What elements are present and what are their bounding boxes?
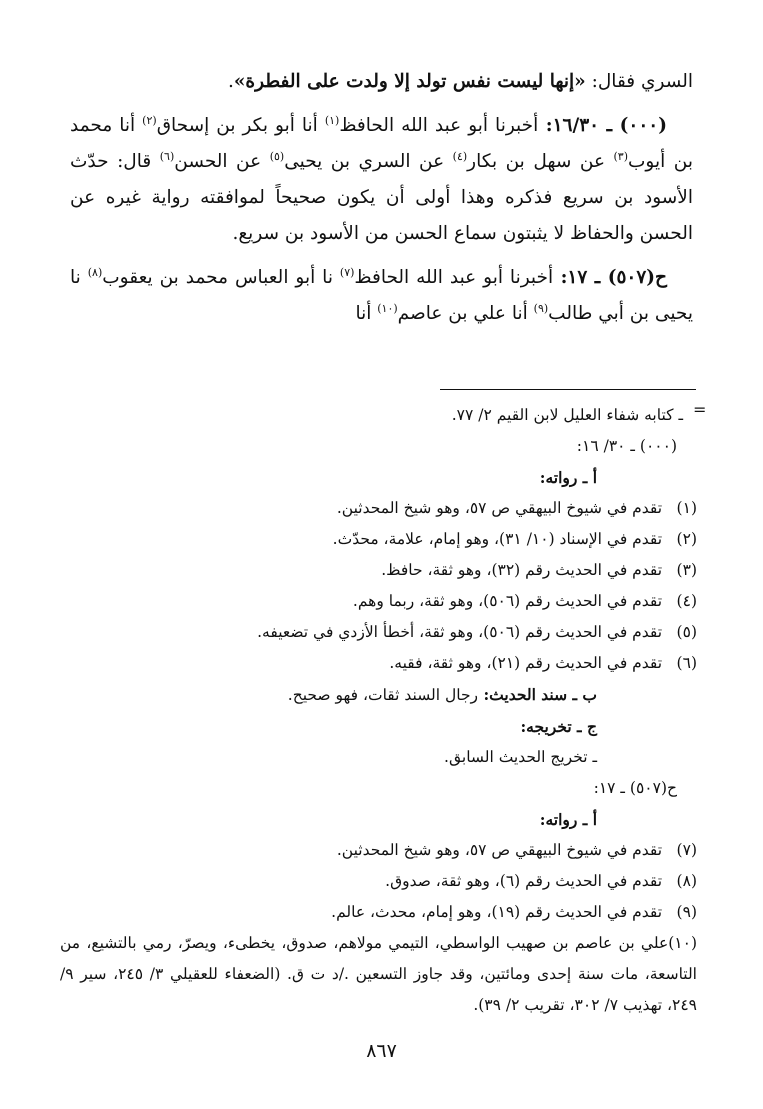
- footnote-number-9: (٩): [676, 903, 697, 921]
- footnote-item-6: [60, 648, 697, 679]
- footnote-mark-3: (٣): [613, 149, 629, 163]
- footnote-mark-9: (٩): [533, 301, 549, 315]
- footnote-item-10: [60, 928, 697, 1021]
- footnote-item-8: [60, 866, 697, 897]
- narrator-text-6: عن الحسن: [174, 151, 270, 172]
- footnote-hadith-17-ref: ح(٥٠٧) ـ ١٧:: [593, 779, 677, 797]
- footnote-mark-5: (٥): [269, 149, 285, 163]
- footnote-isnad-heading: ب ـ سند الحديث:: [478, 685, 597, 704]
- footnote-text-10: علي بن عاصم بن صهيب الواسطي، التيمي مولاهم، صدوق، يخطىء، ويصرّ، رمي بالتشيع، من التاسعة، مات سنة إحدى ومائتين، وقد جاوز التسعين ./د ت ق. (الضعفاء للعقيلي ٣/ ٢٤٥، سير ٩/ ٢٤٩، تهذيب ٧/ ٣٠٢، تقريب ٢/ ٣٩).: [60, 934, 697, 1014]
- hadith-17-ref: ح(٥٠٧) ـ ١٧:: [553, 267, 667, 288]
- narrator-text-9: نا يحيى بن أبي طالب: [70, 267, 693, 324]
- footnote-text-9: تقدم في الحديث رقم (١٩)، وهو إمام، محدث، عالم.: [331, 903, 663, 921]
- narrator-text-11: أنا: [355, 303, 378, 324]
- narrator-text-8: نا أبو العباس محمد بن يعقوب: [102, 267, 340, 288]
- footnote-text-4: تقدم في الحديث رقم (٥٠٦)، وهو ثقة، ربما وهم.: [352, 592, 663, 610]
- footnote-number-2: (٢): [676, 530, 697, 548]
- footnote-mark-10: (١٠): [377, 301, 398, 315]
- page-number: ٨٦٧: [366, 1040, 397, 1062]
- narrator-text-7: أخبرنا أبو عبد الله الحافظ: [354, 267, 554, 288]
- footnote-divider: [440, 389, 696, 390]
- footnote-takhrij-heading: ج ـ تخريجه:: [520, 717, 597, 736]
- footnote-number-4: (٤): [676, 592, 697, 610]
- main-line-1-intro: السري فقال:: [585, 71, 693, 92]
- narrator-text-3: أنا محمد بن أيوب: [70, 115, 694, 172]
- continuation-mark: =: [693, 400, 707, 419]
- footnote-mark-2: (٢): [142, 113, 157, 127]
- footnote-text-8: تقدم في الحديث رقم (٦)، وهو ثقة، صدوق.: [385, 872, 663, 890]
- footnote-hadith-16-ref: (٠٠٠) ـ ٣٠/ ١٦:: [576, 437, 677, 455]
- hadith-quote: «إنها ليست نفس تولد إلا ولدت على الفطرة»: [233, 71, 586, 92]
- footnote-takhrij-text: ـ تخريج الحديث السابق.: [444, 748, 597, 766]
- footnote-text-1: تقدم في شيوخ البيهقي ص ٥٧، وهو شيخ المحدثين.: [336, 499, 663, 517]
- footnote-text-7: تقدم في شيوخ البيهقي ص ٥٧، وهو شيخ المحدثين.: [336, 841, 663, 859]
- footnote-narrators-heading-2: أ ـ رواته:: [539, 810, 597, 829]
- narrator-text-2: أنا أبو بكر بن إسحاق: [156, 115, 325, 136]
- footnote-item-2: [60, 524, 697, 555]
- footnotes: [60, 400, 697, 1021]
- narrator-text-1: أخبرنا أبو عبد الله الحافظ: [339, 115, 539, 136]
- footnote-source: ـ كتابه شفاء العليل لابن القيم ٢/ ٧٧.: [451, 406, 683, 424]
- hadith-17-paragraph: [70, 260, 693, 332]
- footnote-text-3: تقدم في الحديث رقم (٣٢)، وهو ثقة، حافظ.: [381, 561, 663, 579]
- footnote-number-10: (١٠): [668, 934, 697, 952]
- footnote-mark-7: (٧): [339, 265, 355, 279]
- footnote-number-3: (٣): [676, 561, 697, 579]
- main-line-1-end: .: [227, 71, 234, 92]
- footnote-mark-4: (٤): [452, 149, 468, 163]
- footnote-isnad-text: رجال السند ثقات، فهو صحيح.: [287, 686, 479, 704]
- footnote-mark-1: (١): [324, 113, 340, 127]
- footnote-number-8: (٨): [676, 872, 697, 890]
- footnote-item-1: [60, 493, 697, 524]
- hadith-16-paragraph: [70, 108, 693, 252]
- narrator-text-4: عن سهل بن بكار: [467, 151, 614, 172]
- footnote-item-9: [60, 897, 697, 928]
- footnote-number-1: (١): [676, 499, 697, 517]
- footnote-mark-8: (٨): [87, 265, 103, 279]
- footnote-isnad: [60, 679, 697, 711]
- footnote-item-4: [60, 586, 697, 617]
- hadith-16-commentary: قال: حدّث الأسود بن سريع فذكره وهذا أولى أن يكون صحيحاً لموافقته رواية غيره عن الحسن والحفاظ لا يثبتون سماع الحسن من الأسود بن سريع.: [70, 151, 693, 244]
- footnote-number-5: (٥): [676, 623, 697, 641]
- footnote-text-5: تقدم في الحديث رقم (٥٠٦)، وهو ثقة، أخطأ الأزدي في تضعيفه.: [257, 623, 663, 641]
- main-line-1: [70, 64, 693, 100]
- footnote-item-5: [60, 617, 697, 648]
- hadith-16-ref: (٠٠٠) ـ ١٦/٣٠:: [538, 115, 667, 136]
- footnote-item-3: [60, 555, 697, 586]
- footnote-text-6: تقدم في الحديث رقم (٢١)، وهو ثقة، فقيه.: [389, 654, 663, 672]
- footnote-item-7: [60, 835, 697, 866]
- footnote-number-6: (٦): [676, 654, 697, 672]
- narrator-text-10: أنا علي بن عاصم: [397, 303, 534, 324]
- footnote-mark-6: (٦): [159, 149, 175, 163]
- footnote-narrators-heading: أ ـ رواته:: [539, 468, 597, 487]
- footnote-number-7: (٧): [676, 841, 697, 859]
- narrator-text-5: عن السري بن يحيى: [284, 151, 453, 172]
- footnote-text-2: تقدم في الإسناد (١٠/ ٣١)، وهو إمام، علامة، محدّث.: [332, 530, 663, 548]
- main-text: [70, 64, 693, 332]
